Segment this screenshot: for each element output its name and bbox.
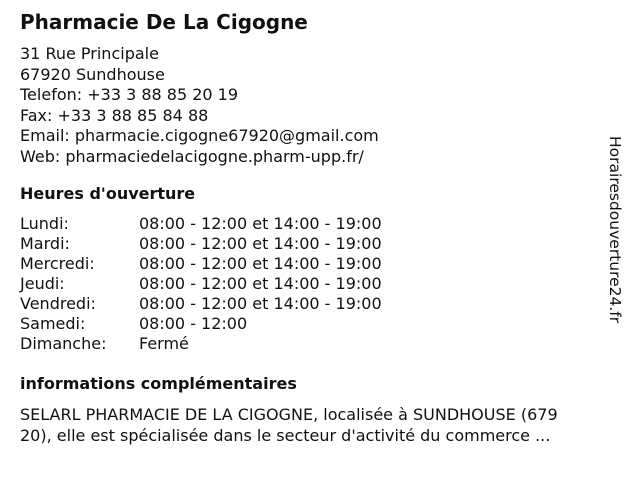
phone-number: Telefon: +33 3 88 85 20 19 <box>20 85 239 104</box>
day-label: Mercredi: <box>20 254 95 273</box>
additional-info-heading: informations complémentaires <box>20 374 297 393</box>
website-link: Web: pharmaciedelacigogne.pharm-upp.fr/ <box>20 146 364 166</box>
contact-block <box>20 44 379 167</box>
hours-value: 08:00 - 12:00 et 14:00 - 19:00 <box>139 234 382 253</box>
address-street: 31 Rue Principale <box>20 44 159 63</box>
day-label: Dimanche: <box>20 334 107 353</box>
hours-value: 08:00 - 12:00 et 14:00 - 19:00 <box>139 274 382 293</box>
hours-row-saturday <box>20 314 420 334</box>
description-line: 20), elle est spécialisée dans le secteur d'activité du commerce ... <box>20 426 551 445</box>
hours-row-tuesday <box>20 234 420 254</box>
hours-value: 08:00 - 12:00 et 14:00 - 19:00 <box>139 214 382 233</box>
hours-row-wednesday <box>20 254 420 274</box>
hours-row-thursday <box>20 274 420 294</box>
address-city: 67920 Sundhouse <box>20 64 165 84</box>
hours-value: Fermé <box>139 334 189 353</box>
hours-value: 08:00 - 12:00 et 14:00 - 19:00 <box>139 254 382 273</box>
day-label: Mardi: <box>20 234 70 253</box>
day-label: Lundi: <box>20 214 69 233</box>
hours-value: 08:00 - 12:00 <box>139 314 248 333</box>
additional-info-text <box>20 404 620 446</box>
pharmacy-name: Pharmacie De La Cigogne <box>20 10 308 34</box>
day-label: Jeudi: <box>20 274 65 293</box>
fax-number: Fax: +33 3 88 85 84 88 <box>20 105 209 125</box>
hours-value: 08:00 - 12:00 et 14:00 - 19:00 <box>139 294 382 313</box>
day-label: Samedi: <box>20 314 86 333</box>
site-watermark: Horairesdouverture24.fr <box>606 136 624 324</box>
opening-hours-heading: Heures d'ouverture <box>20 184 196 203</box>
day-label: Vendredi: <box>20 294 96 313</box>
hours-row-friday <box>20 294 420 314</box>
opening-hours-table <box>20 214 420 354</box>
hours-row-monday <box>20 214 420 234</box>
email-address: Email: pharmacie.cigogne67920@gmail.com <box>20 126 379 145</box>
description-line: SELARL PHARMACIE DE LA CIGOGNE, localisée à SUNDHOUSE (679 <box>20 405 558 424</box>
hours-row-sunday <box>20 334 420 354</box>
